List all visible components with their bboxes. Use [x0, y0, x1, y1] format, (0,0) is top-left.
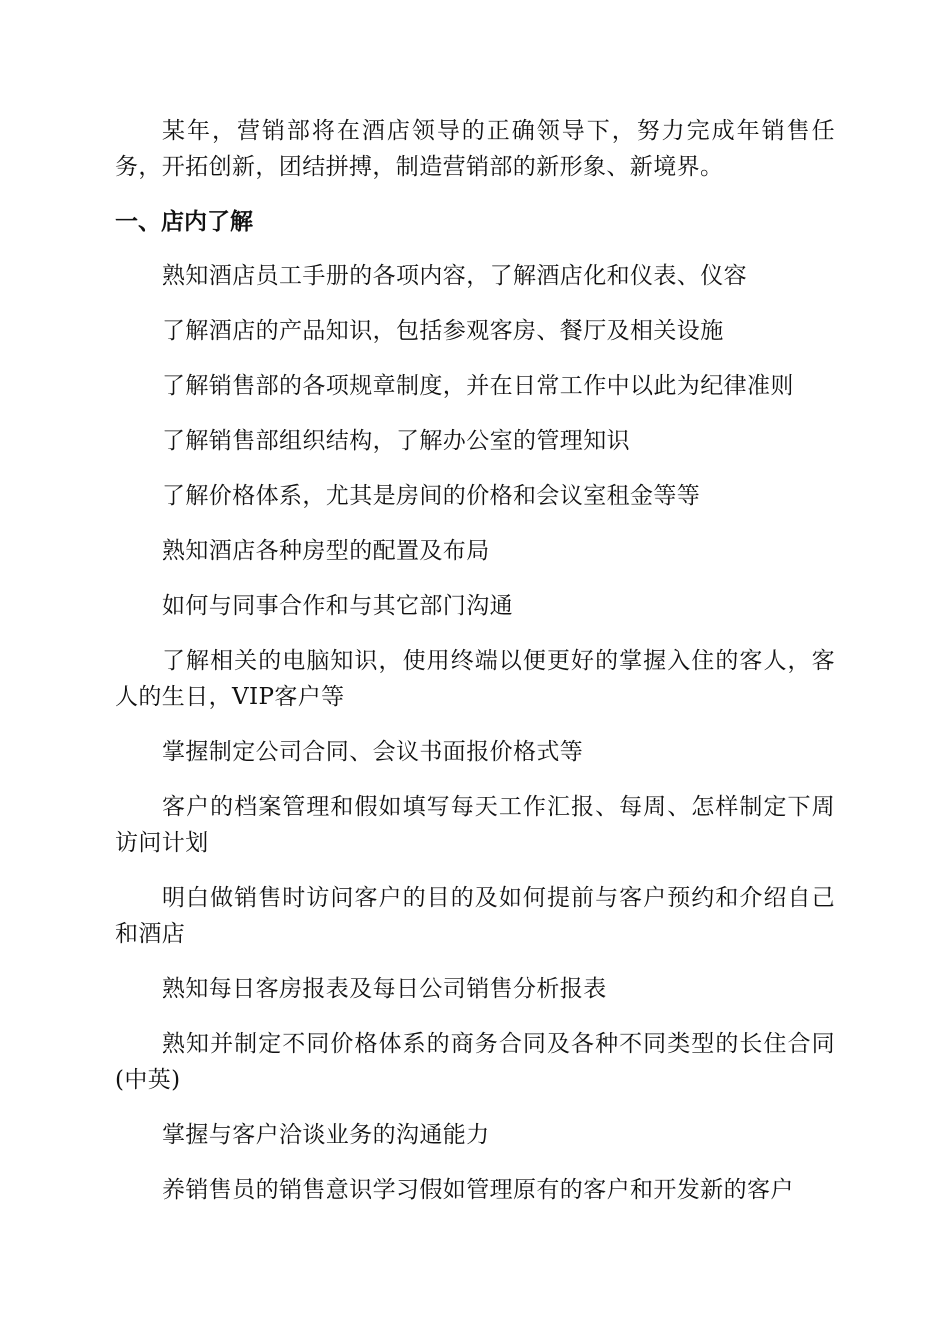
list-item: 养销售员的销售意识学习假如管理原有的客户和开发新的客户: [162, 1177, 794, 1203]
list-item: 熟知酒店员工手册的各项内容，了解酒店化和仪表、仪容: [162, 263, 747, 289]
list-item: 明白做销售时访问客户的目的及如何提前与客户预约和介绍自己和酒店: [115, 885, 835, 947]
list-item: 掌握与客户洽谈业务的沟通能力: [162, 1122, 490, 1148]
list-item: 了解酒店的产品知识，包括参观客房、餐厅及相关设施: [162, 318, 724, 344]
list-item: 熟知每日客房报表及每日公司销售分析报表: [162, 976, 607, 1002]
document-content: [115, 113, 835, 1227]
list-item: 如何与同事合作和与其它部门沟通: [162, 593, 513, 619]
list-item: 了解价格体系，尤其是房间的价格和会议室租金等等: [162, 483, 701, 509]
section-heading: 一、店内了解: [115, 209, 253, 235]
list-item: 掌握制定公司合同、会议书面报价格式等: [162, 739, 584, 765]
list-item: 了解相关的电脑知识，使用终端以便更好的掌握入住的客人，客人的生日，VIP客户等: [115, 648, 835, 710]
list-item: 熟知并制定不同价格体系的商务合同及各种不同类型的长住合同(中英): [115, 1031, 835, 1093]
list-item: 了解销售部的各项规章制度，并在日常工作中以此为纪律准则: [162, 373, 794, 399]
list-item: 了解销售部组织结构，了解办公室的管理知识: [162, 428, 630, 454]
intro-paragraph: 某年，营销部将在酒店领导的正确领导下，努力完成年销售任务，开拓创新，团结拼搏，制造营销部的新形象、新境界。: [115, 118, 835, 180]
list-item: 熟知酒店各种房型的配置及布局: [162, 538, 490, 564]
list-item: 客户的档案管理和假如填写每天工作汇报、每周、怎样制定下周访问计划: [115, 794, 835, 856]
